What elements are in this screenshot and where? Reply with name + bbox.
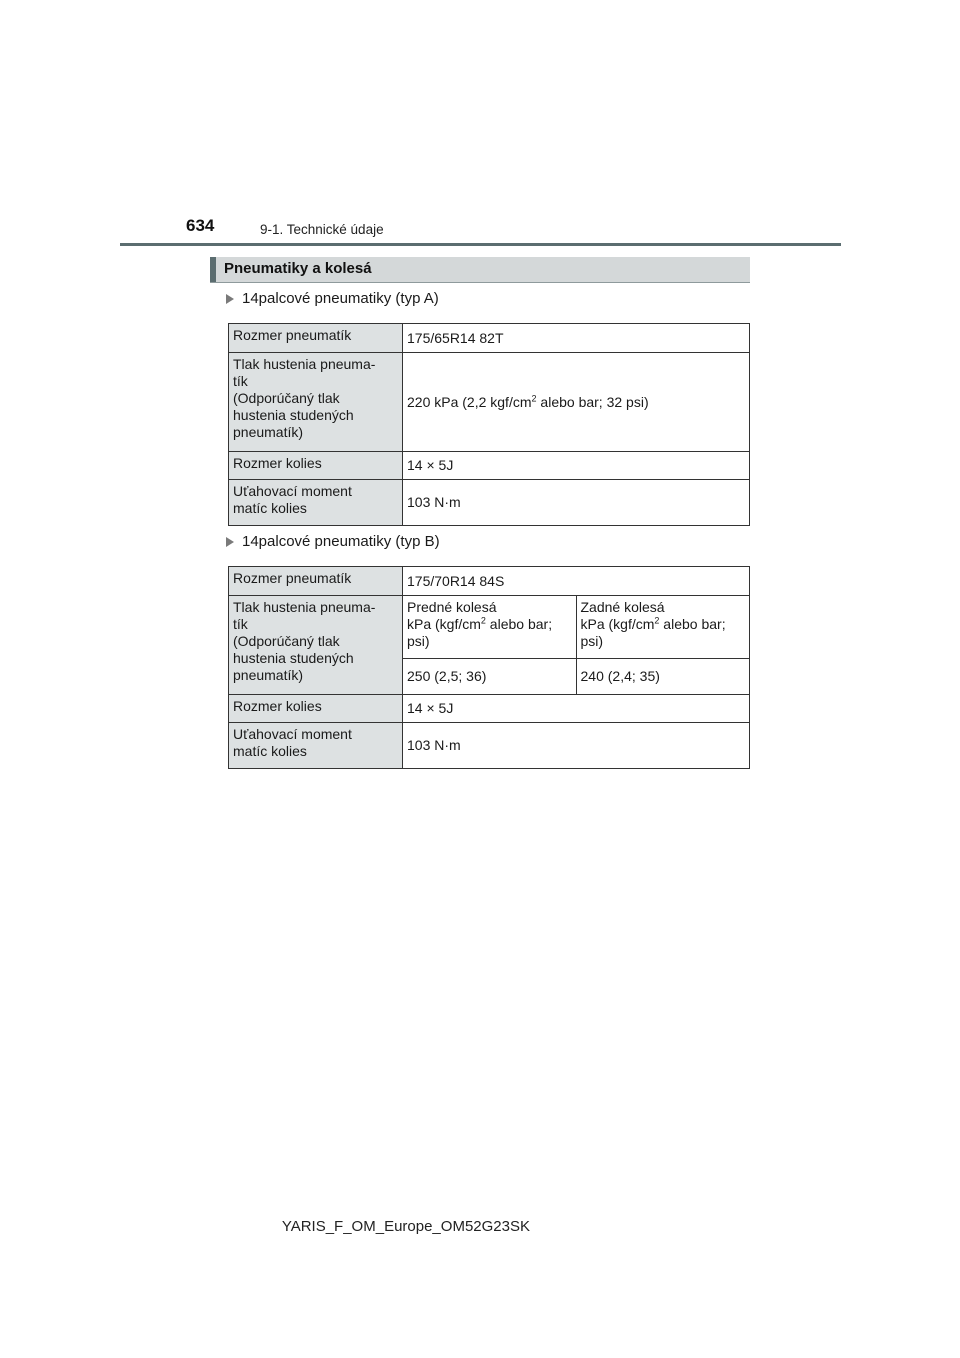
superscript: 2 — [531, 392, 537, 403]
row-label: Rozmer kolies — [229, 695, 403, 723]
spec-table-type-a — [228, 323, 750, 526]
value-text: 220 kPa (2,2 kgf/cm — [407, 393, 532, 410]
row-value: 14 × 5J — [403, 695, 750, 723]
rear-pressure-value: 240 (2,4; 35) — [576, 659, 750, 695]
row-label: Tlak hustenia pneuma- tík (Odporúčaný tlak hustenia studených pneumatík) — [229, 596, 403, 695]
row-label: Rozmer pneumatík — [229, 567, 403, 596]
table-row — [229, 567, 750, 596]
triangle-bullet-icon — [226, 537, 234, 547]
spec-table-type-b — [228, 566, 750, 769]
row-value: 175/65R14 82T — [403, 324, 750, 353]
section-marker — [210, 257, 216, 282]
triangle-bullet-icon — [226, 294, 234, 304]
row-label: Tlak hustenia pneuma- tík (Odporúčaný tlak hustenia studených pneumatík) — [229, 353, 403, 452]
subheading-text: 14palcové pneumatiky (typ A) — [242, 290, 439, 307]
subheading-type-b — [226, 533, 440, 550]
subheading-text: 14palcové pneumatiky (typ B) — [242, 533, 440, 550]
table-row — [229, 353, 750, 452]
row-label: Uťahovací moment matíc kolies — [229, 723, 403, 769]
header-text: kPa (kgf/cm — [580, 616, 655, 632]
header-text: alebo bar; psi) — [580, 616, 726, 649]
superscript: 2 — [654, 615, 660, 626]
row-value — [403, 353, 750, 452]
section-title: Pneumatiky a kolesá — [224, 260, 372, 277]
value-text: alebo bar; 32 psi) — [536, 393, 649, 410]
table-row — [229, 452, 750, 480]
table-row — [229, 723, 750, 769]
row-value: 103 N·m — [403, 480, 750, 526]
chapter-title: 9-1. Technické údaje — [260, 222, 384, 237]
header-text: Predné kolesá — [407, 599, 497, 615]
front-wheels-header — [403, 596, 577, 659]
header-text: kPa (kgf/cm — [407, 616, 481, 632]
section-header — [210, 257, 750, 283]
table-row — [229, 324, 750, 353]
row-label: Rozmer pneumatík — [229, 324, 403, 353]
superscript: 2 — [480, 615, 486, 626]
rear-wheels-header — [576, 596, 750, 659]
subheading-type-a — [226, 290, 439, 307]
row-value: 103 N·m — [403, 723, 750, 769]
row-label: Rozmer kolies — [229, 452, 403, 480]
header-divider — [120, 243, 841, 246]
table-row — [229, 695, 750, 723]
header-text: Zadné kolesá — [580, 599, 665, 615]
row-value: 14 × 5J — [403, 452, 750, 480]
table-row — [229, 480, 750, 526]
page-number: 634 — [186, 216, 215, 235]
document-code: YARIS_F_OM_Europe_OM52G23SK — [281, 1218, 530, 1235]
row-value: 175/70R14 84S — [403, 567, 750, 596]
table-row — [229, 596, 750, 659]
front-pressure-value: 250 (2,5; 36) — [403, 659, 577, 695]
row-label: Uťahovací moment matíc kolies — [229, 480, 403, 526]
header-text: alebo bar; psi) — [407, 616, 553, 649]
